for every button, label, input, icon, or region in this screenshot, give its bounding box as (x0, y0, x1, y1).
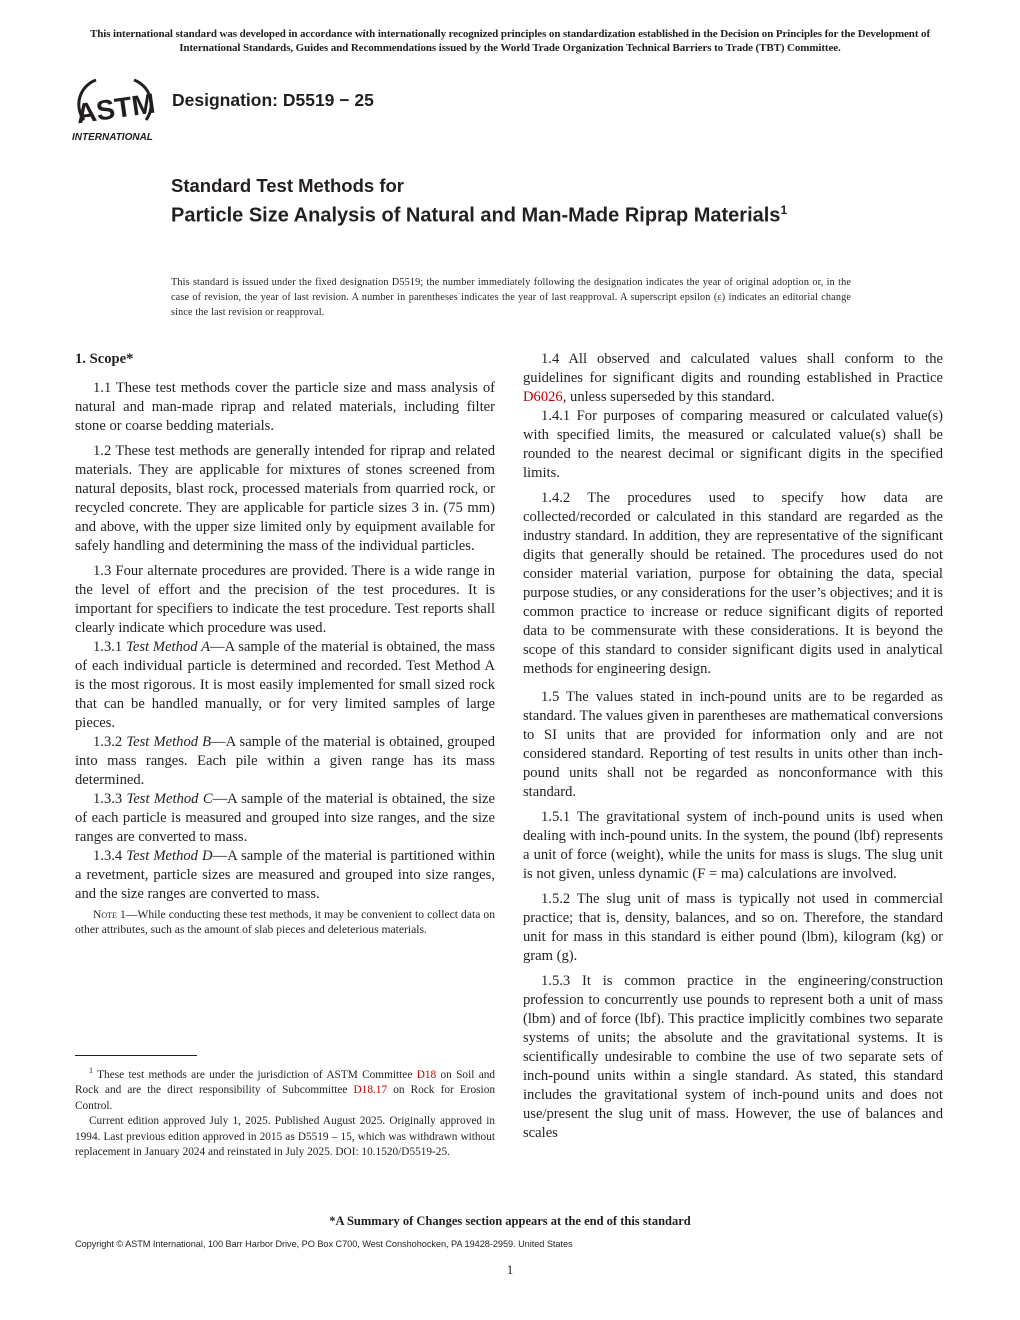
document-title (171, 174, 931, 229)
paragraph-1-4: 1.4 All observed and calculated values shall conform to the guidelines for significant digits and rounding established in Practice D6026, unless superseded by this standard. (523, 351, 943, 405)
note-1: Note 1—While conducting these test methods, it may be convenient to collect data on other attributes, such as the amount of slab pieces and deleterious materials. (75, 908, 495, 936)
page-number: 1 (506, 1262, 514, 1277)
logo-international: INTERNATIONAL (72, 132, 153, 143)
logo-wordmark: ASTM (74, 87, 158, 130)
paragraph-1-5-3: 1.5.3 It is common practice in the engineering/construction profession to concurrently use pounds to represent both a unit of mass (lbm) and of force (lbf). This practice implicitly combines two separate systems of units; the absolute and the gravitational systems. It is scientifically undesirable to combine the use of two separate sets of inch-pound units within a single standard. As stated, this standard includes the gravitational system of inch-pound units and does not use/present the slug unit of mass. However, the use of balances and scales (523, 973, 943, 1141)
copyright-line: Copyright © ASTM International, 100 Barr Harbor Drive, PO Box C700, West Conshohocken, PA 19428-2959. United States (75, 1239, 573, 1249)
title-line-2 (171, 198, 931, 229)
paragraph-1-4-2: 1.4.2 The procedures used to specify how data are collected/recorded or calculated in this standard are regarded as the industry standard. In addition, they are representative of the significant digits that generally should be retained. The procedures used do not consider material variation, purpose for obtaining the data, special purpose studies, or any considerations for the user’s objectives; and it is common practice to increase or reduce significant digits of reported data to be commensurate with these considerations. It is beyond the scope of this standard to consider significant digits used in analytical methods for engineering design. (523, 490, 943, 677)
footnote-edition: Current edition approved July 1, 2025. Published August 2025. Originally approved in 1994. Last previous edition approved in 2015 as D5519 – 15, which was withdrawn without replacement in January 2024 and reinstated in July 2025. DOI: 10.1520/D5519-25. (75, 1115, 495, 1159)
paragraph-1-4-1: 1.4.1 For purposes of comparing measured or calculated value(s) with specified limits, the measured or calculated value(s) shall be rounded to the nearest decimal or significant digits in the specified limits. (523, 408, 943, 481)
link-d18[interactable]: D18 (416, 1068, 437, 1081)
paragraph-1-3-4: 1.3.4 Test Method D—A sample of the material is partitioned within a revetment, particle sizes are measured and grouped into size ranges, and the size ranges are converted to mass. (75, 848, 496, 902)
issuance-statement: This standard is issued under the fixed designation D5519; the number immediately following the designation indicates the year of original adoption or, in the case of revision, the year of last revision. A number in parentheses indicates the year of last reapproval. A superscript epsilon (ε) indicates an editorial change since the last revision or reapproval. (171, 277, 851, 318)
paragraph-1-5: 1.5 The values stated in inch-pound units are to be regarded as standard. The values given in parentheses are mathematical conversions to SI units that are provided for information only and are not considered standard. Reporting of test results in units other than inch-pound units shall not be regarded as nonconformance with this standard. (523, 689, 943, 800)
designation: Designation: D5519 − 25 (172, 90, 374, 110)
link-d18-17[interactable]: D18.17 (353, 1084, 388, 1097)
paragraph-1-3-2: 1.3.2 Test Method B—A sample of the material is obtained, grouped into mass ranges. Each pile within a given range has its mass determined. (75, 734, 495, 788)
paragraph-1-2: 1.2 These test methods are generally intended for riprap and related materials. They are applicable for mixtures of stones screened from natural deposits, blast rock, processed materials from quarried rock, or recycled concrete. They are applicable for particle sizes 3 in. (75 mm) and above, with the upper size limited only by equipment available for safely handling and determining the mass of the individual particles. (75, 443, 495, 554)
paragraph-1-1: 1.1 These test methods cover the particle size and mass analysis of natural and man-made riprap and related materials, including filter stone or coarse bedding materials. (75, 380, 495, 434)
paragraph-1-3-1: 1.3.1 Test Method A—A sample of the material is obtained, the mass of each individual particle is determined and recorded. Test Method A is the most rigorous. It is most easily implemented for small sized rock that can be handled manually, or for very limited samples of large pieces. (75, 639, 496, 731)
wto-notice: This international standard was developed in accordance with internationally recognized principles on standardization established in the Decision on Principles for the Development of International Standards, Guides and Recommendations issued by the World Trade Organization Technical Barriers to Trade (TBT) Committee. (89, 28, 931, 54)
right-column (523, 350, 943, 1143)
paragraph-1-5-1: 1.5.1 The gravitational system of inch-pound units is used when dealing with inch-pound units. In the system, the pound (lbf) represents a unit of force (weight), while the units for mass is slugs. The slug unit is not given, unless dynamic (F = ma) calculations are involved. (523, 809, 943, 882)
paragraph-1-3: 1.3 Four alternate procedures are provided. There is a wide range in the level of effort and the precision of the test procedures. It is important for specifiers to indicate the test procedure. Test reports shall clearly indicate which procedure was used. (75, 563, 495, 636)
title-footnote-mark: 1 (780, 203, 788, 217)
footnote-1: $^1$ These test methods are under the jurisdiction of ASTM Committee D18 on Soil and Rock and are the direct responsibility of Subcommittee D18.17 on Rock for Erosion Control. (75, 1066, 496, 1112)
left-column (75, 350, 495, 937)
astm-logo (70, 74, 162, 148)
footnotes (75, 1063, 495, 1161)
section-heading-scope: 1. Scope* (75, 351, 134, 367)
paragraph-1-3-3: 1.3.3 Test Method C—A sample of the material is obtained, the size of each particle is measured and grouped into size ranges, and the size ranges are converted to mass. (75, 791, 495, 845)
footnote-divider (75, 1055, 197, 1056)
paragraph-1-5-2: 1.5.2 The slug unit of mass is typically not used in commercial practice; that is, density, balances, and so on. Therefore, the standard unit for mass in this standard is either pound (lbm), kilogram (kg) or gram (g). (523, 891, 943, 964)
summary-of-changes-note: *A Summary of Changes section appears at the end of this standard (329, 1214, 691, 1228)
link-d6026[interactable]: D6026 (523, 389, 563, 405)
title-main: Particle Size Analysis of Natural and Man-Made Riprap Materials (171, 204, 781, 227)
title-line-1: Standard Test Methods for (171, 175, 404, 196)
